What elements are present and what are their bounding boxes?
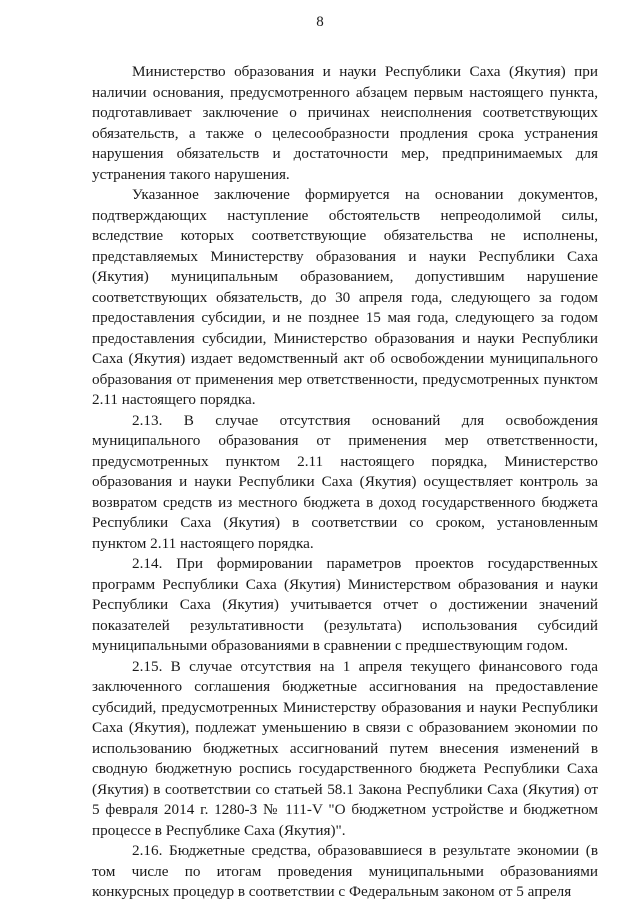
document-body	[92, 62, 598, 903]
paragraph: Министерство образования и науки Республики Саха (Якутия) при наличии основания, предусмотренного абзацем первым настоящего пункта, подготавливает заключение о причинах неисполнения соответствующих обязательств, а также о целесообразности продления срока устранения нарушения обязательств и достаточности мер, предпринимаемых для устранения такого нарушения.	[92, 63, 598, 183]
paragraph: Указанное заключение формируется на основании документов, подтверждающих наступление обстоятельств непреодолимой силы, вследствие которых соответствующие обязательства не исполнены, представляемых Министерству образования и науки Республики Саха (Якутия) муниципальным образованием, допустившим нарушение соответствующих обязательств, до 30 апреля года, следующего за годом предоставления субсидии, и не позднее 15 мая года, следующего за годом предоставления субсидии, Министерство образования и науки Республики Саха (Якутия) издает ведомственный акт об освобождении муниципального образования от применения мер ответственности, предусмотренных пунктом 2.11 настоящего порядка.	[92, 186, 598, 408]
paragraph: 2.14. При формировании параметров проектов государственных программ Республики Саха (Якутия) Министерством образования и науки Республики Саха (Якутия) учитывается отчет о достижении значений показателей результативности (результата) использования субсидий муниципальными образованиями в сравнении с предшествующим годом.	[92, 555, 598, 654]
page-number: 8	[316, 14, 324, 30]
paragraph: 2.16. Бюджетные средства, образовавшиеся в результате экономии (в том числе по итогам проведения муниципальными образованиями конкурсных процедур в соответствии с Федеральным законом от 5 апреля	[92, 842, 598, 900]
paragraph: 2.13. В случае отсутствия оснований для освобождения муниципального образования от применения мер ответственности, предусмотренных пунктом 2.11 настоящего порядка, Министерство образования и науки Республики Саха (Якутия) осуществляет контроль за возвратом средств из местного бюджета в доход государственного бюджета Республики Саха (Якутия) в соответствии со сроком, установленным пунктом 2.11 настоящего порядка.	[92, 411, 598, 552]
paragraph: 2.15. В случае отсутствия на 1 апреля текущего финансового года заключенного соглашения бюджетные ассигнования на предоставление субсидий, предусмотренных Министерству образования и науки Республики Саха (Якутия), подлежат уменьшению в связи с образованием экономии по использованию бюджетных ассигнований путем внесения изменений в сводную бюджетную роспись государственного бюджета Республики Саха (Якутия) в соответствии со статьей 58.1 Закона Республики Саха (Якутия) от 5 февраля 2014 г. 1280-З № 111-V "О бюджетном устройстве и бюджетном процессе в Республике Саха (Якутия)".	[92, 657, 598, 839]
